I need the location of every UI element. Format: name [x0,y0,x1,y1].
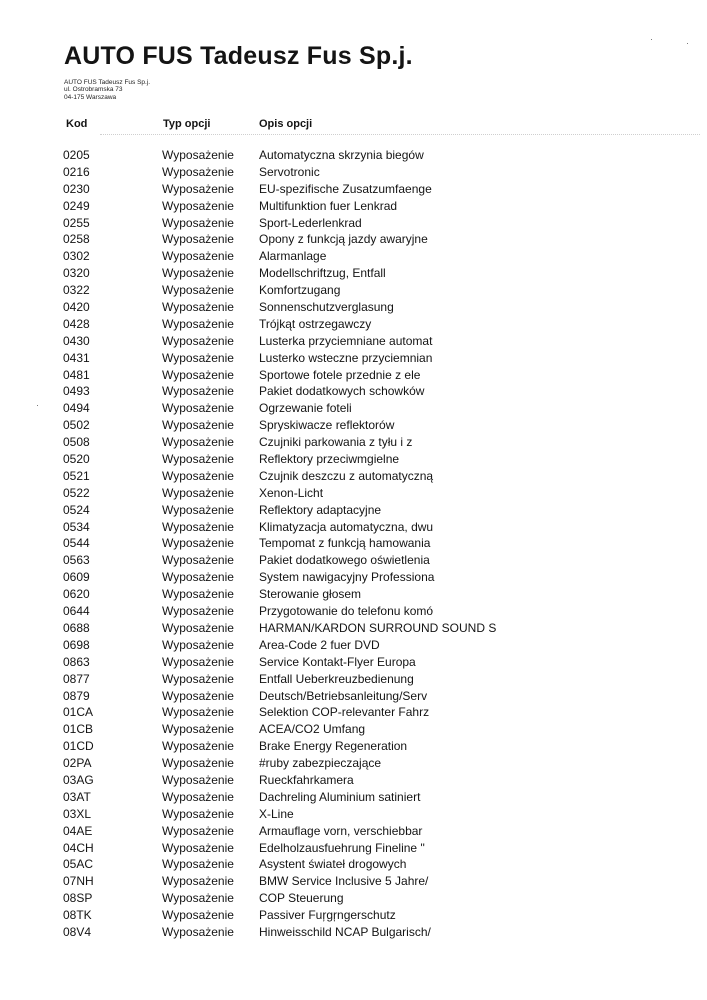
row-code: 03AG [63,772,94,787]
row-type: Wyposażenie [162,570,234,585]
row-description: BMW Service Inclusive 5 Jahre/ [259,874,429,889]
table-row [0,333,707,350]
address-line-name: AUTO FUS Tadeusz Fus Sp.j. [64,79,151,86]
row-code: 0644 [63,604,90,619]
row-type: Wyposażenie [162,232,234,247]
table-row [0,164,707,181]
table-row [0,198,707,215]
row-code: 0563 [63,553,90,568]
row-code: 0544 [63,536,90,551]
row-type: Wyposażenie [162,536,234,551]
row-description: Area-Code 2 fuer DVD [259,637,380,652]
row-type: Wyposażenie [162,249,234,264]
header-divider [100,134,700,135]
row-description: EU-spezifische Zusatzumfaenge [259,181,432,196]
table-row [0,451,707,468]
row-type: Wyposażenie [162,806,234,821]
row-code: 0431 [63,350,90,365]
row-code: 0520 [63,452,90,467]
table-row [0,282,707,299]
row-code: 0508 [63,435,90,450]
row-type: Wyposażenie [162,823,234,838]
table-row [0,840,707,857]
row-description: Automatyczna skrzynia biegów [259,148,424,162]
row-code: 0322 [63,283,90,298]
row-type: Wyposażenie [162,688,234,703]
row-description: Czujniki parkowania z tyłu i z [259,435,413,450]
table-row [0,738,707,755]
row-type: Wyposażenie [162,266,234,281]
row-code: 04CH [63,840,94,855]
row-description: Armauflage vorn, verschiebbar [259,823,423,838]
row-type: Wyposażenie [162,350,234,365]
table-row [0,620,707,637]
row-description: Alarmanlage [259,249,327,264]
row-code: 0863 [63,654,90,669]
row-code: 0688 [63,620,90,635]
row-description: Deutsch/Betriebsanleitung/Serv [259,688,428,703]
row-type: Wyposażenie [162,587,234,602]
table-row [0,265,707,282]
row-type: Wyposażenie [162,908,234,923]
table-row [0,485,707,502]
row-description: Lusterka przyciemniane automat [259,333,433,348]
table-row [0,248,707,265]
row-code: 0877 [63,671,90,686]
row-description: Czujnik deszczu z automatyczną [259,468,434,483]
row-description: Asystent świateł drogowych [259,857,407,872]
row-description: Passiver Fuŗgŗngerschutz [259,908,396,923]
table-row [0,569,707,586]
row-type: Wyposażenie [162,181,234,196]
row-type: Wyposażenie [162,283,234,298]
row-type: Wyposażenie [162,333,234,348]
table-row [0,586,707,603]
scan-speck: · [650,34,653,44]
row-code: 0481 [63,367,90,382]
row-type: Wyposażenie [162,789,234,804]
row-description: Pakiet dodatkowych schowków [259,384,425,399]
row-type: Wyposażenie [162,316,234,331]
row-description: #ruby zabezpieczające [259,756,382,771]
header-description: Opis opcji [259,118,313,130]
row-code: 0493 [63,384,90,399]
table-row [0,924,707,941]
table-row [0,502,707,519]
row-description: Klimatyzacja automatyczna, dwu [259,519,434,534]
row-type: Wyposażenie [162,620,234,635]
row-type: Wyposażenie [162,215,234,230]
row-description: Brake Energy Regeneration [259,739,408,754]
row-type: Wyposażenie [162,367,234,382]
table-row [0,721,707,738]
table-row [0,873,707,890]
row-code: 0502 [63,418,90,433]
table-row [0,400,707,417]
row-code: 01CD [63,739,94,754]
table-row [0,519,707,536]
row-code: 0522 [63,485,90,500]
row-code: 08SP [63,891,93,906]
row-type: Wyposażenie [162,637,234,652]
row-description: ACEA/CO2 Umfang [259,722,366,737]
row-description: Opony z funkcją jazdy awaryjne [259,232,428,247]
table-row [0,535,707,552]
row-type: Wyposażenie [162,739,234,754]
row-type: Wyposażenie [162,418,234,433]
table-row [0,637,707,654]
row-description: Reflektory przeciwmgielne [259,452,400,467]
row-type: Wyposażenie [162,857,234,872]
row-code: 08V4 [63,924,92,939]
row-code: 0255 [63,215,90,230]
options-table [0,147,707,941]
table-row [0,350,707,367]
row-description: Pakiet dodatkowego oświetlenia [259,553,430,568]
row-code: 0879 [63,688,90,703]
row-description: Sport-Lederlenkrad [259,215,362,230]
row-description: Trójkąt ostrzegawczy [259,316,372,331]
row-code: 0430 [63,333,90,348]
row-description: Xenon-Licht [259,485,324,500]
row-description: Hinweisschild NCAP Bulgarisch/ [259,924,431,939]
table-row [0,231,707,248]
table-row [0,603,707,620]
row-code: 01CA [63,705,94,720]
row-type: Wyposażenie [162,924,234,939]
table-row [0,806,707,823]
row-code: 0205 [63,148,90,162]
row-description: Spryskiwacze reflektorów [259,418,395,433]
table-row [0,856,707,873]
row-type: Wyposażenie [162,502,234,517]
scan-speck: · [686,38,689,48]
header-type: Typ opcji [163,118,211,130]
table-row [0,383,707,400]
table-row [0,147,707,164]
row-type: Wyposażenie [162,654,234,669]
row-code: 02PA [63,756,92,771]
row-description: System nawigacyjny Professiona [259,570,435,585]
table-row [0,671,707,688]
table-row [0,181,707,198]
row-description: Edelholzausfuehrung Fineline " [259,840,425,855]
table-row [0,434,707,451]
row-code: 03AT [63,789,91,804]
row-description: Rueckfahrkamera [259,772,354,787]
row-description: Multifunktion fuer Lenkrad [259,198,398,213]
table-row [0,654,707,671]
row-code: 07NH [63,874,94,889]
row-description: COP Steuerung [259,891,344,906]
row-code: 0494 [63,401,90,416]
table-row [0,755,707,772]
row-code: 0521 [63,468,90,483]
table-row [0,823,707,840]
row-type: Wyposażenie [162,756,234,771]
row-code: 0428 [63,316,90,331]
table-row [0,704,707,721]
row-type: Wyposażenie [162,401,234,416]
row-description: Ogrzewanie foteli [259,401,352,416]
row-type: Wyposażenie [162,468,234,483]
row-code: 0534 [63,519,90,534]
row-type: Wyposażenie [162,435,234,450]
row-code: 08TK [63,908,92,923]
address-line-city: 04-175 Warszawa [64,93,117,101]
row-code: 0524 [63,502,90,517]
row-code: 0216 [63,164,90,179]
row-code: 0620 [63,587,90,602]
row-description: HARMAN/KARDON SURROUND SOUND S [259,620,497,635]
row-type: Wyposażenie [162,705,234,720]
row-type: Wyposażenie [162,891,234,906]
row-code: 0302 [63,249,90,264]
row-code: 0249 [63,198,90,213]
row-description: Modellschriftzug, Entfall [259,266,386,281]
address-line-street: ul. Ostrobramska 73 [64,86,123,94]
row-type: Wyposażenie [162,874,234,889]
company-address [64,79,150,101]
row-description: Sportowe fotele przednie z ele [259,367,421,382]
table-row [0,417,707,434]
row-description: Komfortzugang [259,283,341,298]
row-code: 0230 [63,181,90,196]
row-type: Wyposażenie [162,384,234,399]
row-type: Wyposażenie [162,519,234,534]
table-row [0,316,707,333]
table-row [0,468,707,485]
row-code: 0258 [63,232,90,247]
row-code: 04AE [63,823,93,838]
table-row [0,299,707,316]
row-code: 0320 [63,266,90,281]
header-code: Kod [66,118,88,130]
row-type: Wyposażenie [162,604,234,619]
row-type: Wyposażenie [162,452,234,467]
table-row [0,688,707,705]
row-type: Wyposażenie [162,198,234,213]
table-row [0,367,707,384]
row-type: Wyposażenie [162,671,234,686]
row-description: Selektion COP-relevanter Fahrz [259,705,430,720]
scan-speck: · [36,400,39,410]
row-code: 0609 [63,570,90,585]
row-code: 03XL [63,806,92,821]
table-row [0,215,707,232]
row-description: Reflektory adaptacyjne [259,502,382,517]
row-description: Sterowanie głosem [259,587,362,602]
row-code: 0698 [63,637,90,652]
row-description: Service Kontakt-Flyer Europa [259,654,416,669]
table-row [0,907,707,924]
row-code: 0420 [63,300,90,315]
row-type: Wyposażenie [162,722,234,737]
row-code: 05AC [63,857,94,872]
row-description: Sonnenschutzverglasung [259,300,394,315]
table-row [0,772,707,789]
row-code: 01CB [63,722,94,737]
row-description: Tempomat z funkcją hamowania [259,536,431,551]
table-row [0,552,707,569]
row-type: Wyposażenie [162,164,234,179]
row-description: Lusterko wsteczne przyciemnian [259,350,433,365]
table-row [0,890,707,907]
row-description: X-Line [259,806,294,821]
row-type: Wyposażenie [162,772,234,787]
row-type: Wyposażenie [162,300,234,315]
row-description: Entfall Ueberkreuzbedienung [259,671,414,686]
row-type: Wyposażenie [162,148,234,162]
row-description: Servotronic [259,164,320,179]
row-description: Dachreling Aluminium satiniert [259,789,421,804]
row-description: Przygotowanie do telefonu komó [259,604,434,619]
row-type: Wyposażenie [162,553,234,568]
table-row [0,789,707,806]
row-type: Wyposażenie [162,485,234,500]
row-type: Wyposażenie [162,840,234,855]
company-title: AUTO FUS Tadeusz Fus Sp.j. [64,42,413,70]
